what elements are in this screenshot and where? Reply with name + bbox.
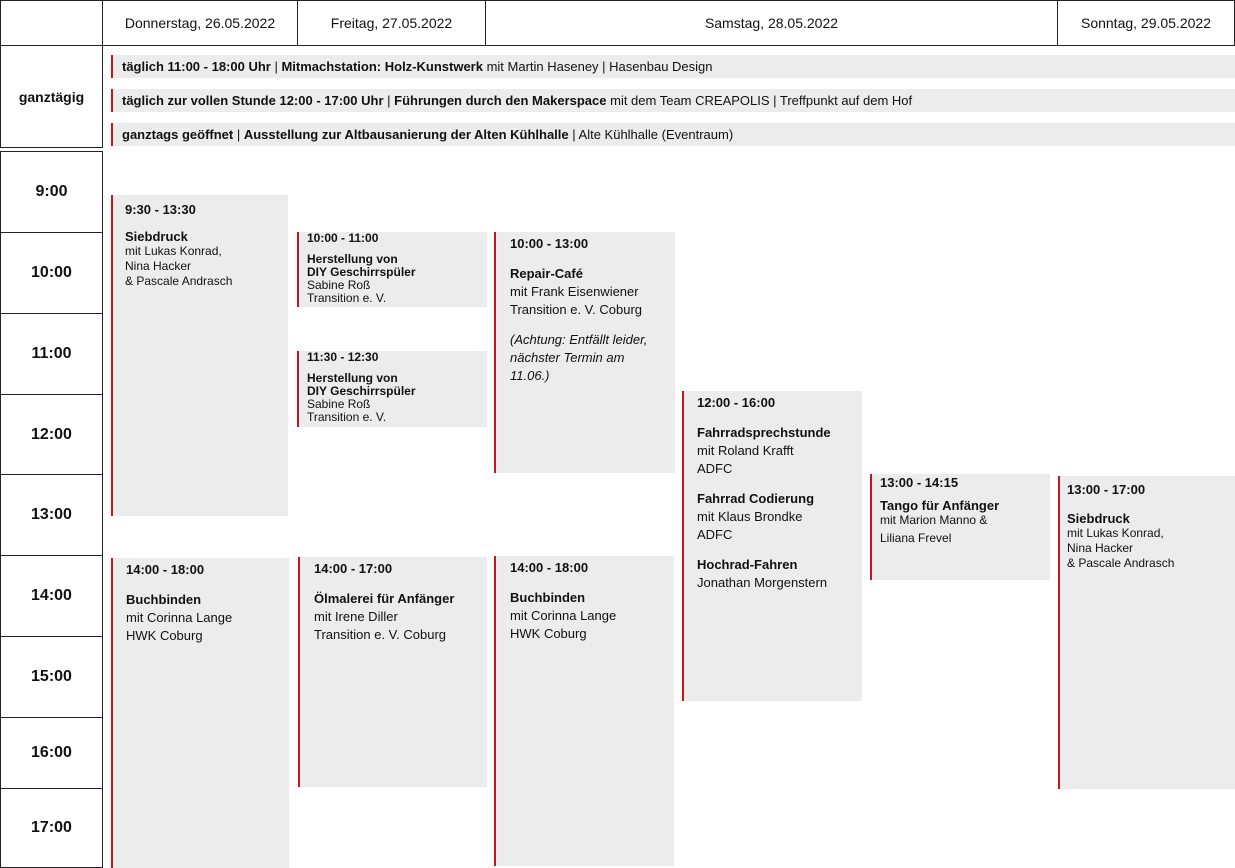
event-time: 10:00 - 13:00 — [510, 236, 589, 251]
event-host: Sabine Roß — [307, 278, 371, 292]
allday-event-fuehrungen — [111, 89, 1235, 112]
event-host: mit Roland Krafft — [697, 443, 794, 458]
event-host: mit Corinna Lange — [126, 610, 233, 625]
event-siebdruck-sunday[interactable] — [1058, 476, 1235, 789]
event-host: mit Irene Diller — [314, 609, 398, 624]
event-time: 14:00 - 18:00 — [510, 560, 589, 575]
event-tango[interactable] — [870, 474, 1050, 580]
day-header-sunday: Sonntag, 29.05.2022 — [1057, 0, 1235, 46]
event-title: Fahrradsprechstunde — [697, 425, 831, 440]
event-org: Transition e. V. — [307, 291, 387, 305]
allday-event-time: täglich 11:00 - 18:00 Uhr — [122, 59, 271, 74]
event-notice: (Achtung: Entfällt leider, — [510, 332, 648, 347]
event-org: Transition e. V. — [307, 410, 387, 424]
time-slot-10: 10:00 — [0, 232, 103, 314]
allday-event-details: mit dem Team CREAPOLIS | Treffpunkt auf dem Hof — [606, 93, 913, 108]
allday-event-time: ganztags geöffnet — [122, 127, 234, 142]
event-title: Tango für Anfänger — [880, 498, 1000, 513]
event-time: 13:00 - 17:00 — [1067, 482, 1146, 497]
event-oelmalerei[interactable] — [298, 557, 487, 787]
event-host: mit Klaus Brondke — [697, 509, 803, 524]
allday-event-time: täglich zur vollen Stunde 12:00 - 17:00 Uhr — [122, 93, 384, 108]
event-title: Hochrad-Fahren — [697, 557, 798, 572]
event-time: 11:30 - 12:30 — [307, 351, 379, 364]
time-slot-9: 9:00 — [0, 151, 103, 233]
event-time: 14:00 - 18:00 — [126, 562, 205, 577]
allday-event-title: Ausstellung zur Altbausanierung der Alten Kühlhalle — [243, 127, 569, 142]
day-header-thursday: Donnerstag, 26.05.2022 — [102, 0, 298, 46]
event-host: Liliana Frevel — [880, 531, 952, 545]
event-time: 12:00 - 16:00 — [697, 395, 776, 410]
event-host: mit Lukas Konrad, — [125, 244, 222, 258]
event-host: mit Lukas Konrad, — [1067, 526, 1164, 540]
separator: | — [233, 127, 244, 142]
time-slot-12: 12:00 — [0, 394, 103, 476]
event-siebdruck-thursday[interactable] — [111, 195, 288, 516]
event-host: mit Marion Manno & — [880, 513, 988, 527]
event-host: & Pascale Andrasch — [1067, 556, 1175, 570]
time-slot-15: 15:00 — [0, 636, 103, 718]
separator: | — [383, 93, 395, 108]
allday-event-ausstellung — [111, 123, 1235, 146]
day-header-friday: Freitag, 27.05.2022 — [297, 0, 486, 46]
allday-event-title: Mitmachstation: Holz-Kunstwerk — [281, 59, 483, 74]
event-org: ADFC — [697, 461, 733, 476]
event-title: Herstellung von — [307, 371, 398, 385]
event-geschirrspueler-1[interactable] — [297, 232, 487, 307]
header-corner — [0, 0, 103, 46]
event-time: 14:00 - 17:00 — [314, 561, 393, 576]
event-title: Buchbinden — [510, 590, 586, 605]
time-slot-13: 13:00 — [0, 474, 103, 556]
event-host: Nina Hacker — [125, 259, 192, 273]
event-notice: nächster Termin am 11.06.) — [510, 350, 625, 383]
event-org: HWK Coburg — [126, 628, 203, 643]
event-time: 10:00 - 11:00 — [307, 232, 379, 245]
day-header-saturday: Samstag, 28.05.2022 — [485, 0, 1058, 46]
allday-event-details: | Alte Kühlhalle (Eventraum) — [568, 127, 734, 142]
event-host: Jonathan Morgenstern — [697, 575, 828, 590]
allday-event-holz-kunstwerk — [111, 55, 1235, 78]
event-title: DIY Geschirrspüler — [307, 384, 416, 398]
allday-label: ganztägig — [0, 45, 103, 148]
event-host: & Pascale Andrasch — [125, 274, 233, 288]
time-slot-14: 14:00 — [0, 555, 103, 637]
event-host: Nina Hacker — [1067, 541, 1134, 555]
separator: | — [270, 59, 282, 74]
event-buchbinden-thursday[interactable] — [111, 558, 289, 868]
event-host: Sabine Roß — [307, 397, 371, 411]
event-org: Transition e. V. Coburg — [510, 302, 642, 317]
event-org: HWK Coburg — [510, 626, 587, 641]
event-title: Herstellung von — [307, 252, 398, 266]
event-time: 13:00 - 14:15 — [880, 475, 959, 490]
event-time: 9:30 - 13:30 — [125, 202, 196, 217]
event-title: DIY Geschirrspüler — [307, 265, 416, 279]
event-title: Ölmalerei für Anfänger — [314, 591, 455, 606]
event-title: Fahrrad Codierung — [697, 491, 815, 506]
event-title: Siebdruck — [1067, 511, 1130, 526]
event-fahrrad[interactable] — [682, 391, 862, 701]
event-org: ADFC — [697, 527, 733, 542]
event-title: Buchbinden — [126, 592, 202, 607]
time-slot-11: 11:00 — [0, 313, 103, 395]
allday-event-details: mit Martin Haseney | Hasenbau Design — [482, 59, 713, 74]
event-repair-cafe[interactable] — [494, 232, 675, 473]
event-host: mit Corinna Lange — [510, 608, 617, 623]
event-buchbinden-saturday[interactable] — [494, 556, 674, 866]
event-geschirrspueler-2[interactable] — [297, 351, 487, 427]
event-org: Transition e. V. Coburg — [314, 627, 446, 642]
event-title: Repair-Café — [510, 266, 583, 281]
allday-event-title: Führungen durch den Makerspace — [394, 93, 607, 108]
time-slot-16: 16:00 — [0, 717, 103, 789]
event-title: Siebdruck — [125, 229, 188, 244]
time-slot-17: 17:00 — [0, 788, 103, 868]
event-host: mit Frank Eisenwiener — [510, 284, 639, 299]
